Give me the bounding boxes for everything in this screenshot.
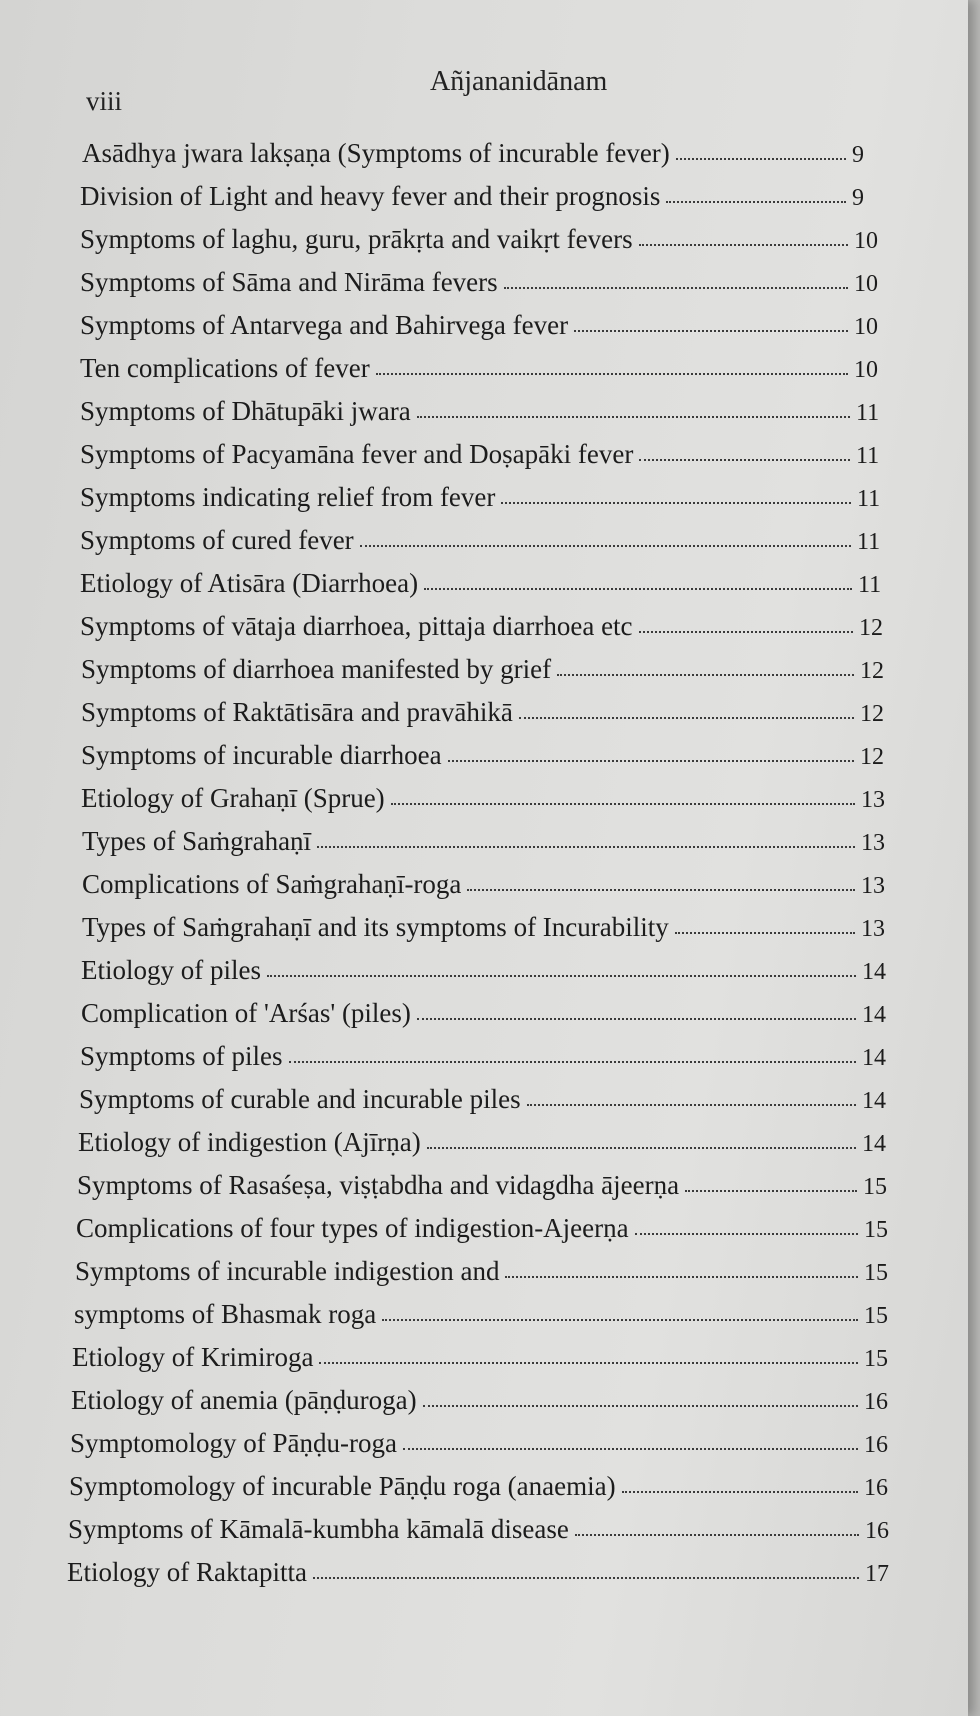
dot-leader (423, 1389, 858, 1407)
dot-leader (527, 1088, 856, 1106)
toc-entry-page: 11 (857, 486, 881, 512)
toc-entry-title: Symptoms of Dhātupāki jwara (80, 396, 411, 426)
dot-leader (424, 572, 852, 590)
dot-leader (635, 1217, 858, 1235)
toc-entry-title: Symptoms of diarrhoea manifested by grief (81, 654, 552, 684)
toc-entry-title: Symptoms of cured fever (80, 525, 354, 555)
dot-leader (376, 357, 848, 375)
toc-entry-page: 15 (864, 1303, 888, 1329)
toc-entry (82, 869, 889, 912)
toc-entry (67, 1557, 893, 1600)
toc-entry-title: Symptoms of Raktātisāra and pravāhikā (81, 697, 513, 727)
toc-entry-page: 15 (863, 1174, 887, 1200)
toc-entry (82, 138, 880, 181)
toc-entry (69, 1471, 892, 1514)
toc-entry-title: Symptoms of piles (80, 1041, 283, 1071)
toc-entry-title: Symptoms of laghu, guru, prākṛta and vaikṛt fevers (80, 224, 633, 254)
toc-entry-page: 13 (861, 830, 885, 856)
dot-leader (448, 744, 854, 762)
dot-leader (519, 701, 854, 719)
toc-entry (81, 740, 888, 783)
dot-leader (501, 486, 851, 504)
toc-entry-title: Symptoms of curable and incurable piles (79, 1084, 521, 1114)
toc-entry-page: 13 (861, 873, 885, 899)
toc-entry (82, 826, 889, 869)
toc-entry (71, 1385, 892, 1428)
dot-leader (289, 1045, 856, 1063)
dot-leader (676, 142, 846, 160)
toc-entry-page: 11 (856, 400, 880, 426)
toc-entry (70, 1428, 892, 1471)
toc-entry (80, 525, 885, 568)
toc-entry-page: 12 (859, 615, 883, 641)
dot-leader (639, 443, 850, 461)
dot-leader (317, 830, 855, 848)
toc-entry-page: 9 (852, 185, 864, 211)
toc-entry (80, 1041, 890, 1084)
toc-entry-page: 12 (860, 658, 884, 684)
toc-entry (80, 611, 887, 654)
toc-entry (77, 1170, 891, 1213)
toc-entry-title: Etiology of Raktapitta (67, 1557, 307, 1587)
toc-entry-page: 12 (860, 701, 884, 727)
dot-leader (685, 1174, 857, 1192)
toc-entry-page: 16 (864, 1475, 888, 1501)
toc-entry-page: 12 (860, 744, 884, 770)
toc-entry (76, 1213, 892, 1256)
toc-entry (72, 1342, 892, 1385)
toc-entry-title: Types of Saṁgrahaṇī and its symptoms of Incurability (82, 912, 669, 942)
toc-entry-title: Symptoms of Sāma and Nirāma fevers (80, 267, 498, 297)
toc-entry (80, 439, 884, 482)
toc-entry-page: 11 (858, 572, 882, 598)
dot-leader (467, 873, 855, 891)
dot-leader (382, 1303, 858, 1321)
toc-entry-page: 13 (861, 916, 885, 942)
toc-entry-page: 16 (864, 1389, 888, 1415)
dot-leader (403, 1432, 858, 1450)
dot-leader (557, 658, 854, 676)
dot-leader (319, 1346, 858, 1364)
toc-entry-page: 16 (864, 1432, 888, 1458)
toc-entry-page: 15 (864, 1217, 888, 1243)
toc-entry (80, 224, 882, 267)
toc-entry (68, 1514, 893, 1557)
toc-entry (81, 955, 890, 998)
toc-entry (74, 1299, 892, 1342)
dot-leader (666, 185, 846, 203)
toc-entry (80, 181, 880, 224)
toc-entry (81, 998, 890, 1041)
dot-leader (504, 271, 848, 289)
toc-entry (81, 697, 888, 740)
toc-entry-title: symptoms of Bhasmak roga (74, 1299, 377, 1329)
toc-entry-title: Symptoms of Kāmalā-kumbha kāmalā disease (68, 1514, 569, 1544)
toc-entry-title: Symptoms of incurable diarrhoea (81, 740, 442, 770)
toc-entry-title: Asādhya jwara lakṣaṇa (Symptoms of incurable fever) (82, 138, 670, 168)
toc-entry-title: Division of Light and heavy fever and their prognosis (80, 181, 661, 211)
toc-entry-title: Symptoms of Rasaśeṣa, viṣṭabdha and vidagdha ājeerṇa (77, 1170, 680, 1200)
dot-leader (391, 787, 855, 805)
toc-entry-page: 10 (854, 314, 878, 340)
toc-entry-page: 11 (856, 443, 880, 469)
toc-entry-page: 10 (854, 271, 878, 297)
dot-leader (639, 615, 853, 633)
page-number: viii (86, 86, 123, 116)
toc-entry-page: 14 (862, 1045, 886, 1071)
toc-entry-page: 9 (852, 142, 864, 168)
toc-entry-title: Symptoms of incurable indigestion and (75, 1256, 500, 1286)
toc-entry-title: Etiology of piles (81, 955, 261, 985)
toc-entry (80, 267, 882, 310)
toc-entry-page: 13 (861, 787, 885, 813)
dot-leader (417, 400, 850, 418)
toc-entry-page: 17 (865, 1561, 889, 1587)
toc-entry-title: Etiology of Grahaṇī (Sprue) (81, 783, 385, 813)
toc-entry-title: Etiology of indigestion (Ajīrṇa) (78, 1127, 421, 1157)
toc-entry-title: Types of Saṁgrahaṇī (82, 826, 312, 856)
toc-entry-page: 14 (862, 959, 886, 985)
toc-entry-title: Etiology of Atisāra (Diarrhoea) (80, 568, 419, 598)
running-title: Añjananidānam (430, 66, 608, 97)
dot-leader (360, 529, 851, 547)
dot-leader (622, 1475, 858, 1493)
toc-entry-title: Symptomology of incurable Pāṇḍu roga (anaemia) (69, 1471, 616, 1501)
toc-entry-title: Complications of Saṁgrahaṇī-roga (82, 869, 462, 899)
dot-leader (267, 959, 856, 977)
toc-entry (78, 1127, 890, 1170)
dot-leader (313, 1561, 859, 1579)
toc-entry-page: 15 (864, 1346, 888, 1372)
toc-entry-title: Symptoms indicating relief from fever (80, 482, 496, 512)
toc-entry-title: Ten complications of fever (80, 353, 370, 383)
toc-entry-title: Etiology of anemia (pāṇḍuroga) (71, 1385, 417, 1415)
toc-entry (82, 912, 889, 955)
toc-entry-title: Symptoms of vātaja diarrhoea, pittaja diarrhoea etc (80, 611, 633, 641)
toc-entry-page: 10 (854, 357, 878, 383)
toc-entry-page: 11 (857, 529, 881, 555)
dot-leader (639, 228, 848, 246)
toc-entry-page: 14 (862, 1131, 886, 1157)
toc-entry (81, 783, 889, 826)
dot-leader (575, 1518, 859, 1536)
toc-entry (80, 396, 884, 439)
dot-leader (574, 314, 848, 332)
toc-entry (79, 1084, 890, 1127)
toc-entry (75, 1256, 892, 1299)
toc-entry (80, 353, 882, 396)
toc-entry-page: 15 (864, 1260, 888, 1286)
toc-entry-title: Symptomology of Pāṇḍu-roga (70, 1428, 397, 1458)
toc-entry (80, 568, 886, 611)
dot-leader (417, 1002, 856, 1020)
dot-leader (505, 1260, 858, 1278)
dot-leader (675, 916, 855, 934)
page-header (0, 66, 968, 126)
toc-entry-title: Complication of 'Arśas' (piles) (81, 998, 411, 1028)
toc-entry-page: 14 (862, 1002, 886, 1028)
toc-entry (81, 654, 888, 697)
dot-leader (427, 1131, 856, 1149)
toc-entry-title: Symptoms of Pacyamāna fever and Doṣapāki fever (80, 439, 634, 469)
toc-entry (80, 310, 882, 353)
toc-entry-title: Symptoms of Antarvega and Bahirvega fever (80, 310, 569, 340)
toc-entry-page: 10 (854, 228, 878, 254)
toc-entry-title: Complications of four types of indigestion-Ajeerṇa (76, 1213, 629, 1243)
toc-entry-title: Etiology of Krimiroga (72, 1342, 314, 1372)
table-of-contents (0, 138, 968, 1600)
toc-entry (80, 482, 885, 525)
toc-entry-page: 16 (865, 1518, 889, 1544)
toc-entry-page: 14 (862, 1088, 886, 1114)
